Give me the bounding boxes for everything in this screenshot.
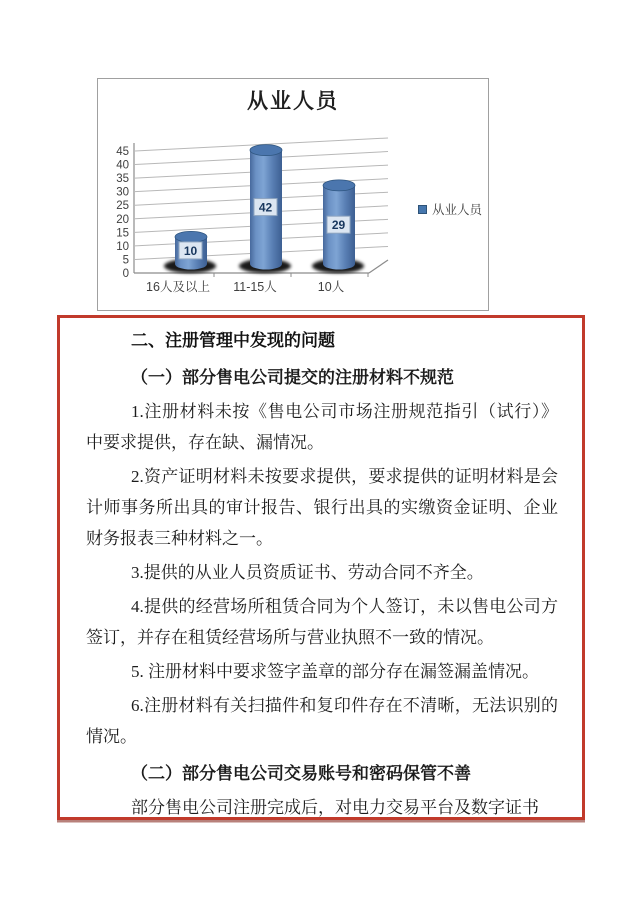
section-heading: 二、注册管理中发现的问题	[131, 331, 335, 350]
bar-value-label: 42	[258, 200, 273, 215]
x-category-label: 16人及以上	[146, 280, 210, 294]
paragraph: 部分售电公司注册完成后，对电力交易平台及数字证书	[131, 798, 539, 817]
y-tick-label: 15	[116, 227, 129, 240]
legend-label: 从业人员	[432, 203, 483, 217]
x-category-label: 11-15人	[233, 280, 277, 294]
y-tick-label: 35	[116, 173, 129, 186]
y-tick-label: 0	[122, 268, 129, 280]
section-heading: （一）部分售电公司提交的注册材料不规范	[131, 368, 454, 387]
y-tick-label: 45	[116, 146, 129, 158]
bar-value-label: 10	[183, 243, 198, 258]
y-tick-label: 30	[116, 186, 129, 199]
chart-legend	[418, 200, 482, 218]
chart-title: 从业人员	[247, 90, 339, 113]
y-tick-label: 20	[116, 213, 129, 226]
paragraph: 5. 注册材料中要求签字盖章的部分存在漏签漏盖情况。	[131, 662, 539, 681]
paragraph: 4.提供的经营场所租赁合同为个人签订，未以售电公司方签订，并存在租赁经营场所与营业执照不一致的情况。	[86, 597, 558, 647]
legend-marker-icon	[418, 205, 427, 214]
section-heading: （二）部分售电公司交易账号和密码保管不善	[131, 764, 471, 783]
paragraph: 2.资产证明材料未按要求提供，要求提供的证明材料是会计师事务所出具的审计报告、银行出具的实缴资金证明、企业财务报表三种材料之一。	[86, 467, 558, 548]
x-category-label: 10人	[317, 280, 345, 294]
paragraph: 6.注册材料有关扫描件和复印件存在不清晰，无法识别的情况。	[86, 696, 558, 746]
y-tick-label: 25	[116, 200, 129, 213]
y-tick-label: 40	[116, 159, 129, 172]
issues-box	[57, 315, 585, 820]
y-tick-label: 10	[116, 240, 129, 253]
employees-chart	[97, 78, 489, 311]
paragraph: 1.注册材料未按《售电公司市场注册规范指引（试行）》中要求提供，存在缺、漏情况。	[86, 402, 558, 452]
bar-value-label: 29	[331, 218, 346, 233]
paragraph: 3.提供的从业人员资质证书、劳动合同不齐全。	[131, 563, 484, 582]
y-tick-label: 5	[122, 254, 129, 267]
